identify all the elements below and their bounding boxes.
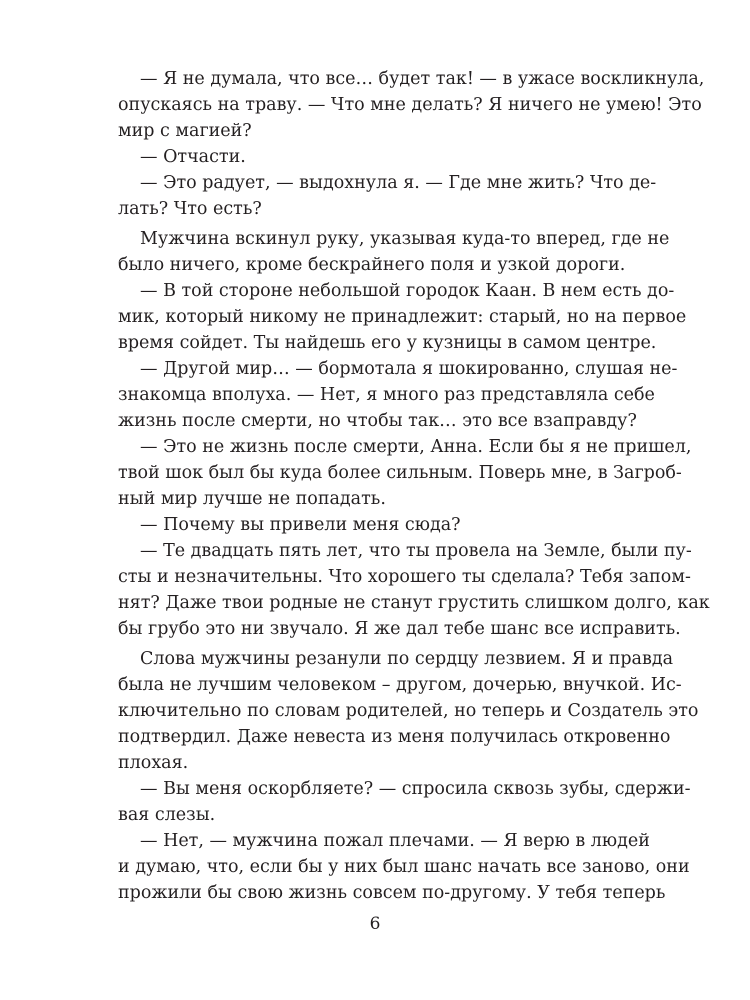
text-line: ключительно по словам родителей, но теперь и Создатель это: [118, 701, 699, 721]
text-line: знакомца вполуха. — Нет, я много раз представляла себе: [118, 385, 655, 405]
text-line: бы грубо это ни звучало. Я же дал тебе шанс все исправить.: [118, 619, 681, 639]
text-line: — Вы меня оскорбляете? — спросила сквозь зубы, сдержи-: [140, 779, 691, 799]
body-text: [118, 66, 710, 906]
text-line: лать? Что есть?: [118, 199, 262, 219]
text-line: ный мир лучше не попадать.: [118, 489, 386, 509]
text-line: плохая.: [118, 753, 189, 773]
text-line: — Я не думала, что все… будет так! — в ужасе воскликнула,: [140, 69, 705, 89]
text-line: опускаясь на траву. — Что мне делать? Я ничего не умею! Это: [118, 95, 702, 115]
text-line: и думаю, что, если бы у них был шанс начать все заново, они: [118, 857, 690, 877]
text-line: — Отчасти.: [140, 147, 246, 167]
text-line: — Почему вы привели меня сюда?: [140, 515, 461, 535]
text-line: было ничего, кроме бескрайнего поля и узкой дороги.: [118, 255, 626, 275]
text-line: жизнь после смерти, но чтобы так… это все взаправду?: [118, 411, 637, 431]
text-line: — Другой мир… — бормотала я шокированно, слушая не-: [140, 359, 678, 379]
text-line: время сойдет. Ты найдешь его у кузницы в самом центре.: [118, 333, 657, 353]
text-line: — Это не жизнь после смерти, Анна. Если бы я не пришел,: [140, 437, 692, 457]
text-line: вая слезы.: [118, 805, 216, 825]
text-line: — Это радует, — выдохнула я. — Где мне жить? Что де-: [140, 173, 657, 193]
text-line: — Нет, — мужчина пожал плечами. — Я верю в людей: [140, 831, 650, 851]
text-line: мик, который никому не принадлежит: старый, но на первое: [118, 307, 687, 327]
text-line: твой шок был бы куда более сильным. Поверь мне, в Загроб-: [118, 463, 682, 483]
text-line: нят? Даже твои родные не станут грустить слишком долго, как: [118, 593, 710, 613]
text-line: прожили бы свою жизнь совсем по-другому. У тебя теперь: [118, 883, 666, 903]
text-line: подтвердил. Даже невеста из меня получилась откровенно: [118, 727, 671, 747]
text-line: была не лучшим человеком – другом, дочерью, внучкой. Ис-: [118, 675, 682, 695]
text-line: Слова мужчины резанули по сердцу лезвием. Я и правда: [140, 649, 674, 669]
text-line: Мужчина вскинул руку, указывая куда-то вперед, где не: [140, 229, 670, 249]
text-line: — В той стороне небольшой городок Каан. В нем есть до-: [140, 281, 675, 301]
text-line: — Те двадцать пять лет, что ты провела на Земле, были пу-: [140, 541, 692, 561]
text-line: сты и незначительны. Что хорошего ты сделала? Тебя запом-: [118, 567, 691, 587]
page-number: 6: [369, 914, 381, 934]
text-line: мир с магией?: [118, 121, 252, 141]
